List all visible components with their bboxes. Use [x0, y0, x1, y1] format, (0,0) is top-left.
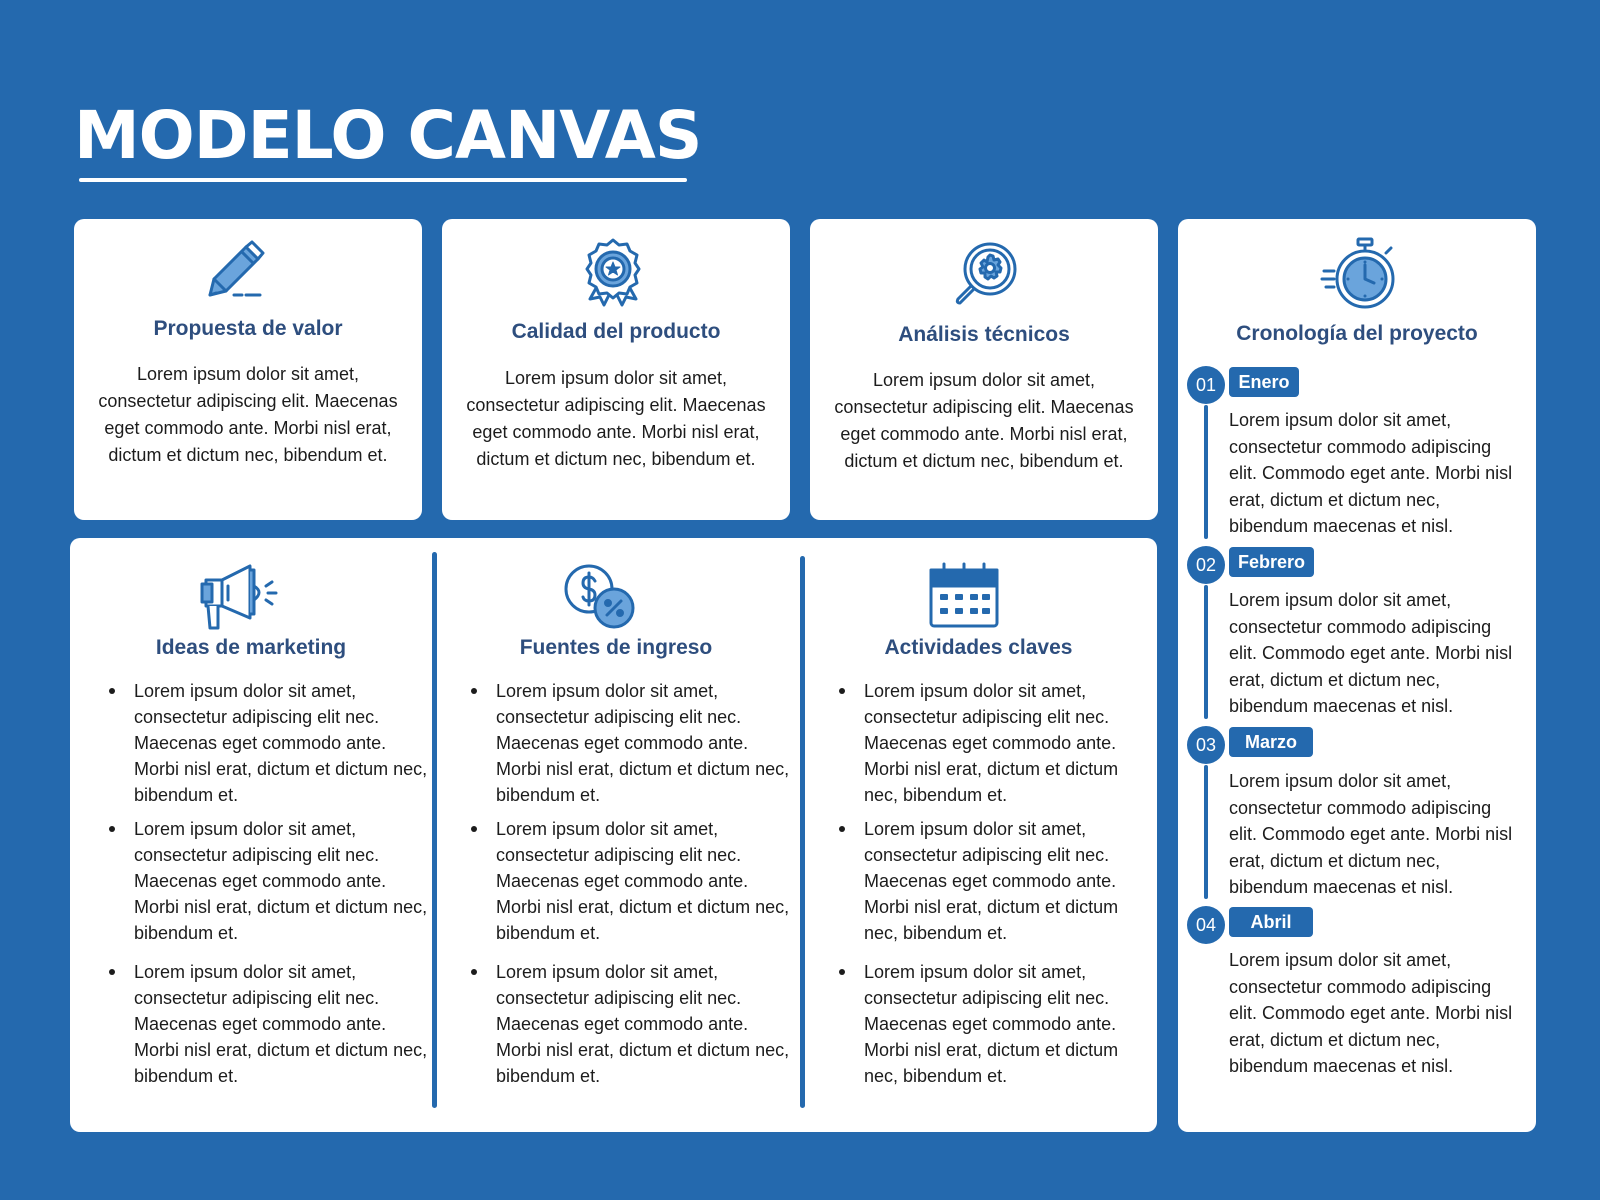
step-text: Lorem ipsum dolor sit amet, consectetur commodo adipiscing elit. Commodo eget ante. Morbi nisl erat, dictum et dictum nec, bibendum maecenas et nisl. — [1229, 590, 1513, 716]
card-body: Lorem ipsum dolor sit amet, consectetur adipiscing elit. Maecenas eget commodo ante. Morbi nisl erat, dictum et dictum nec, bibendum et. — [466, 368, 766, 469]
list-item: Lorem ipsum dolor sit amet, consectetur adipiscing elit nec. Maecenas eget commodo ante. Morbi nisl erat, dictum et dictum nec, bibendum et. — [70, 678, 432, 808]
column-title: Ideas de marketing — [155, 636, 347, 659]
step-text: Lorem ipsum dolor sit amet, consectetur commodo adipiscing elit. Commodo eget ante. Morbi nisl erat, dictum et dictum nec, bibendum maecenas et nisl. — [1229, 771, 1513, 897]
list-item: Lorem ipsum dolor sit amet, consectetur adipiscing elit nec. Maecenas eget commodo ante. Morbi nisl erat, dictum et dictum nec, bibendum et. — [70, 816, 432, 946]
list-item: Lorem ipsum dolor sit amet, consectetur adipiscing elit nec. Maecenas eget commodo ante. Morbi nisl erat, dictum et dictum nec, bibendum et. — [432, 816, 800, 946]
calendar-icon — [928, 562, 1000, 630]
list-item: Lorem ipsum dolor sit amet, consectetur adipiscing elit nec. Maecenas eget commodo ante. Morbi nisl erat, dictum et dictum nec, bibendum et. — [800, 816, 1157, 946]
timeline-connector — [1204, 765, 1208, 899]
column-fuentes-de-ingreso — [432, 538, 800, 1132]
column-title: Fuentes de ingreso — [519, 636, 713, 659]
money-percent-icon — [562, 562, 638, 630]
list-item: Lorem ipsum dolor sit amet, consectetur adipiscing elit nec. Maecenas eget commodo ante. Morbi nisl erat, dictum et dictum nec, bibendum et. — [800, 959, 1157, 1089]
step-text: Lorem ipsum dolor sit amet, consectetur commodo adipiscing elit. Commodo eget ante. Morbi nisl erat, dictum et dictum nec, bibendum maecenas et nisl. — [1229, 410, 1513, 536]
step-label: Febrero — [1229, 547, 1314, 577]
card-calidad-del-producto — [442, 219, 790, 520]
card-bottom-sections — [70, 538, 1157, 1132]
timeline-connector — [1204, 405, 1208, 539]
step-text: Lorem ipsum dolor sit amet, consectetur commodo adipiscing elit. Commodo eget ante. Morbi nisl erat, dictum et dictum nec, bibendum maecenas et nisl. — [1229, 950, 1513, 1076]
card-title: Propuesta de valor — [153, 317, 343, 340]
timeline-connector — [1204, 585, 1208, 719]
column-title: Actividades claves — [884, 636, 1073, 659]
list-item: Lorem ipsum dolor sit amet, consectetur adipiscing elit nec. Maecenas eget commodo ante. Morbi nisl erat, dictum et dictum nec, bibendum et. — [432, 678, 800, 808]
step-number: 01 — [1187, 366, 1225, 404]
column-actividades-claves — [800, 538, 1157, 1132]
step-number: 03 — [1187, 726, 1225, 764]
step-label: Enero — [1229, 367, 1299, 397]
title-underline — [79, 178, 687, 182]
card-title: Análisis técnicos — [898, 323, 1070, 346]
column-ideas-de-marketing — [70, 538, 432, 1132]
step-label: Marzo — [1229, 727, 1313, 757]
card-title: Calidad del producto — [511, 320, 721, 343]
page-title: MODELO CANVAS — [74, 97, 702, 174]
step-number: 02 — [1187, 546, 1225, 584]
pencil-icon — [202, 239, 266, 301]
timeline-title: Cronología del proyecto — [1236, 322, 1478, 345]
award-badge-icon — [582, 237, 644, 307]
card-cronologia-del-proyecto — [1178, 219, 1536, 1132]
list-item: Lorem ipsum dolor sit amet, consectetur adipiscing elit nec. Maecenas eget commodo ante. Morbi nisl erat, dictum et dictum nec, bibendum et. — [70, 959, 432, 1089]
step-label: Abril — [1229, 907, 1313, 937]
card-propuesta-de-valor — [74, 219, 422, 520]
stopwatch-icon — [1320, 237, 1400, 309]
card-analisis-tecnicos — [810, 219, 1158, 520]
magnifier-gear-icon — [952, 241, 1020, 309]
step-number: 04 — [1187, 906, 1225, 944]
list-item: Lorem ipsum dolor sit amet, consectetur adipiscing elit nec. Maecenas eget commodo ante. Morbi nisl erat, dictum et dictum nec, bibendum et. — [800, 678, 1157, 808]
card-body: Lorem ipsum dolor sit amet, consectetur adipiscing elit. Maecenas eget commodo ante. Morbi nisl erat, dictum et dictum nec, bibendum et. — [98, 364, 398, 465]
megaphone-icon — [198, 562, 282, 634]
list-item: Lorem ipsum dolor sit amet, consectetur adipiscing elit nec. Maecenas eget commodo ante. Morbi nisl erat, dictum et dictum nec, bibendum et. — [432, 959, 800, 1089]
card-body: Lorem ipsum dolor sit amet, consectetur adipiscing elit. Maecenas eget commodo ante. Morbi nisl erat, dictum et dictum nec, bibendum et. — [834, 370, 1134, 471]
